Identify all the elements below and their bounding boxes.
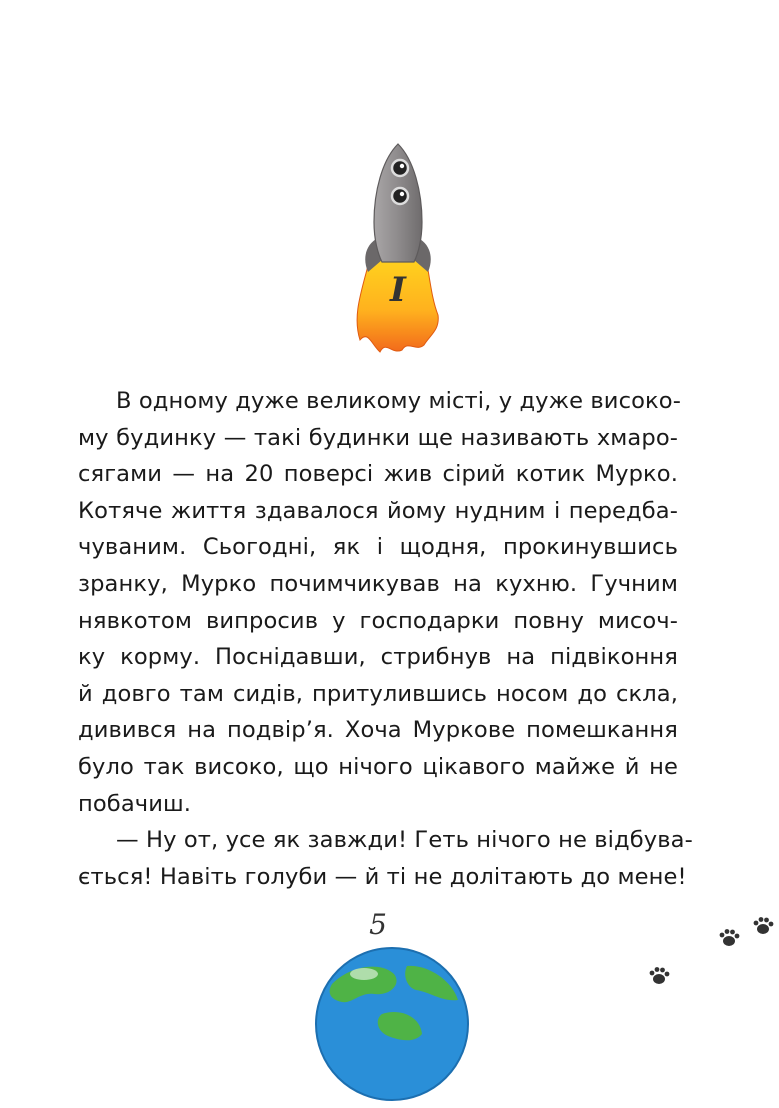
page-number: 5 — [369, 908, 387, 941]
text-line: чуваним. Сьогодні, як і щодня, прокинувшись — [78, 534, 678, 561]
text-line: В одному дуже великому місті, у дуже високо- — [116, 388, 681, 414]
rocket-window-bottom — [392, 188, 408, 204]
paw-print-icon — [718, 928, 740, 948]
text-line: сягами — на 20 поверсі жив сірий котик Мурко. — [78, 461, 678, 488]
paw-print-icon — [752, 916, 774, 936]
text-line: ється! Навіть голуби — й ті не долітають до мене! — [78, 863, 687, 890]
text-line: му будинку — такі будинки ще називають хмаро- — [78, 424, 678, 451]
rocket-illustration — [352, 140, 444, 360]
text-line: побачиш. — [78, 790, 192, 817]
globe-icon — [312, 944, 472, 1104]
text-line: ку корму. Поснідавши, стрибнув на підвіконня — [78, 644, 678, 671]
chapter-number: I — [390, 270, 406, 310]
text-line: Котяче життя здавалося йому нудним і передба- — [78, 497, 678, 524]
text-line: було так високо, що нічого цікавого майже й не — [78, 753, 678, 780]
text-line: нявкотом випросив у господарки повну мисоч- — [78, 607, 678, 634]
rocket-window-top — [392, 160, 408, 176]
text-line: дивився на подвір’я. Хоча Муркове помешкання — [78, 717, 678, 744]
text-line: зранку, Мурко почимчикував на кухню. Гучним — [78, 570, 678, 597]
paw-print-icon — [648, 966, 670, 986]
story-text — [78, 383, 693, 895]
text-line: й довго там сидів, притулившись носом до скла, — [78, 680, 678, 707]
rocket-icon — [352, 140, 444, 360]
text-line: — Ну от, усе як завжди! Геть нічого не відбува- — [116, 827, 693, 854]
